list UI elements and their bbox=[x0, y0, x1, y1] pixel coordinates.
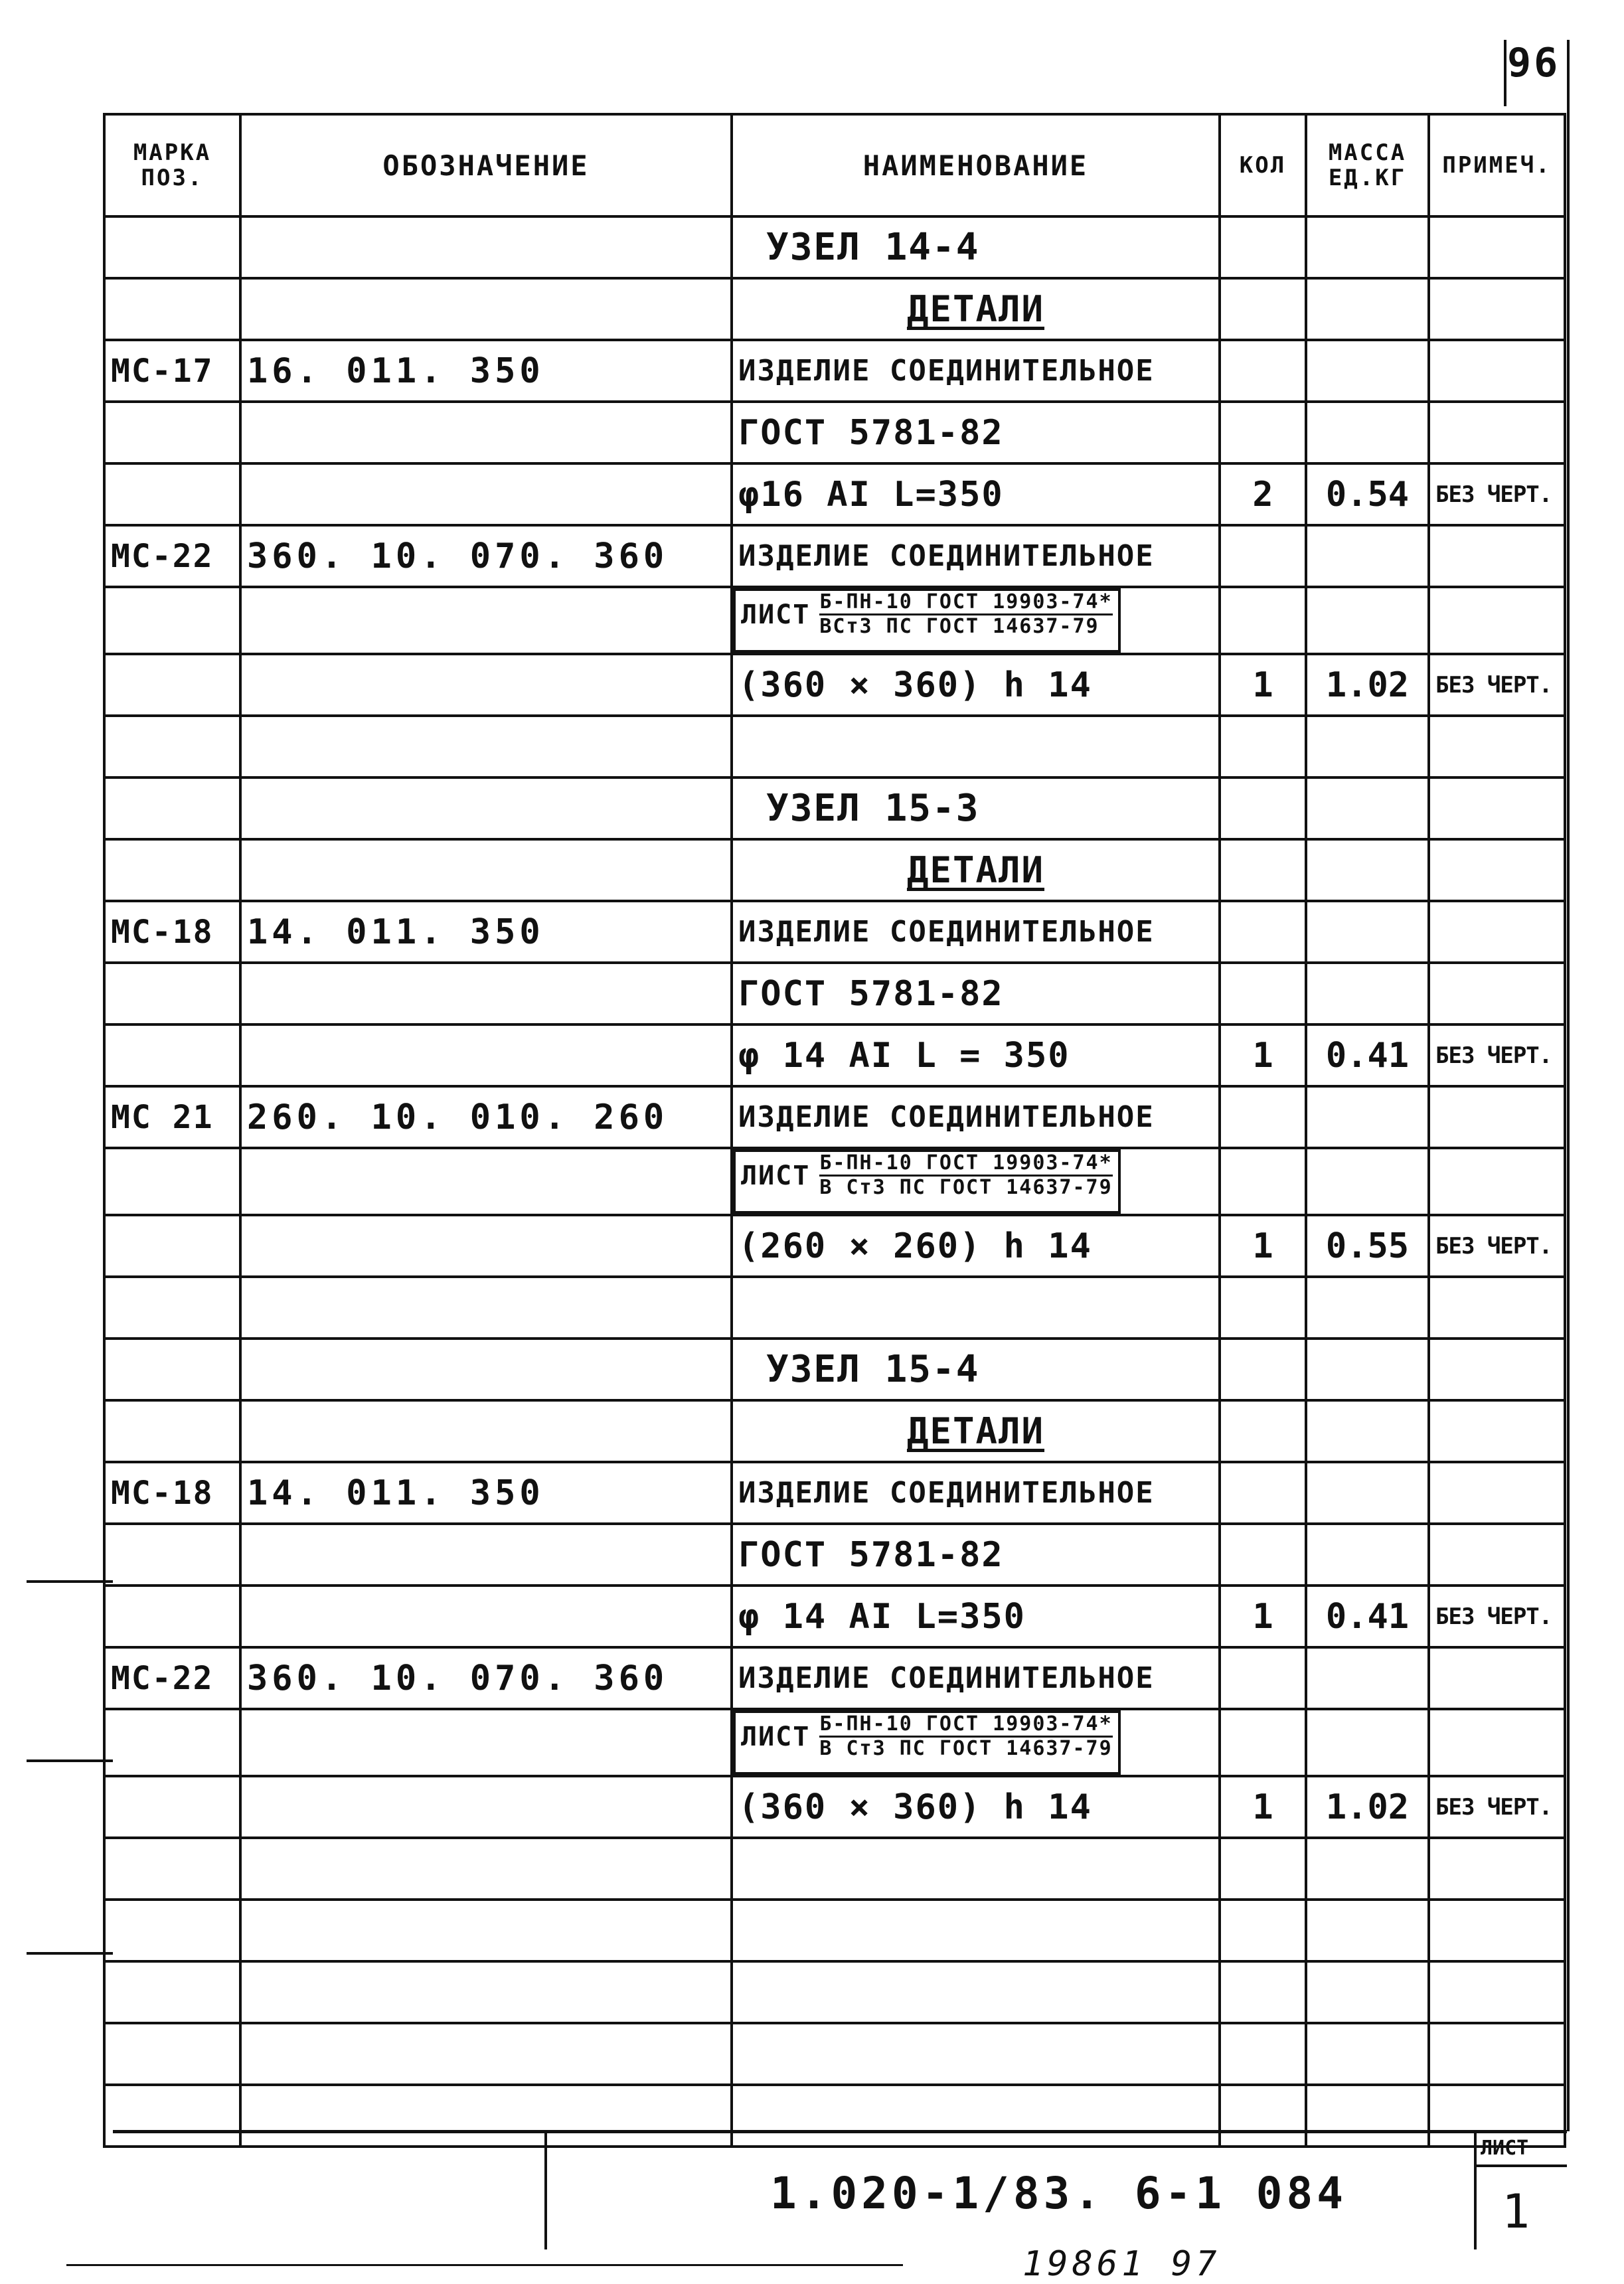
cell-designation: 14. 011. 350 bbox=[240, 901, 732, 963]
cell-note bbox=[1429, 963, 1565, 1024]
cell-mark bbox=[104, 463, 240, 525]
cell-note bbox=[1429, 1148, 1565, 1215]
cell-mark bbox=[104, 839, 240, 901]
cell-mark bbox=[104, 1400, 240, 1462]
details-subheading: ДЕТАЛИ bbox=[906, 849, 1045, 891]
table-row bbox=[104, 777, 1565, 839]
cell-designation: 360. 10. 070. 360 bbox=[240, 525, 732, 587]
cell-name: (360 × 360) h 14 bbox=[732, 654, 1220, 716]
cell-mark bbox=[104, 1215, 240, 1277]
cell-note bbox=[1429, 1339, 1565, 1400]
cell-name: φ 14 AI L = 350 bbox=[732, 1024, 1220, 1086]
cell-qty bbox=[1220, 839, 1306, 901]
cell-mark bbox=[104, 1148, 240, 1215]
header-note: ПРИМЕЧ. bbox=[1429, 114, 1565, 216]
cell-note bbox=[1429, 216, 1565, 278]
cell-designation bbox=[240, 1277, 732, 1339]
cell-name: ИЗДЕЛИЕ СОЕДИНИТЕЛЬНОЕ bbox=[732, 1462, 1220, 1524]
cell-note bbox=[1429, 278, 1565, 340]
cell-qty: 1 bbox=[1220, 654, 1306, 716]
cell-note bbox=[1429, 1961, 1565, 2023]
table-row bbox=[104, 1647, 1565, 1709]
page-number: 96 bbox=[1507, 40, 1561, 86]
cell-mark: МС-17 bbox=[104, 340, 240, 402]
cell-designation: 360. 10. 070. 360 bbox=[240, 1647, 732, 1709]
cell-mark bbox=[104, 1024, 240, 1086]
cell-note bbox=[1429, 2023, 1565, 2085]
cell-mark bbox=[104, 716, 240, 777]
cell-qty: 1 bbox=[1220, 1024, 1306, 1086]
bottom-rule bbox=[66, 2264, 903, 2266]
title-block-divider bbox=[1474, 2130, 1477, 2249]
cell-mark bbox=[104, 1277, 240, 1339]
frame-right-border bbox=[1567, 40, 1570, 2131]
cell-mark: МС-18 bbox=[104, 901, 240, 963]
cell-mark bbox=[104, 278, 240, 340]
cell-note bbox=[1429, 1900, 1565, 1961]
cell-note bbox=[1429, 1086, 1565, 1148]
sheet-number: 1 bbox=[1502, 2184, 1530, 2239]
cell-mass bbox=[1306, 587, 1429, 654]
cell-mark bbox=[104, 402, 240, 463]
cell-mass bbox=[1306, 1524, 1429, 1586]
cell-name: ИЗДЕЛИЕ СОЕДИНИТЕЛЬНОЕ bbox=[732, 525, 1220, 587]
cell-qty bbox=[1220, 1900, 1306, 1961]
node-heading: УЗЕЛ 15-4 bbox=[732, 1339, 1220, 1400]
cell-mass bbox=[1306, 2023, 1429, 2085]
cell-note bbox=[1429, 340, 1565, 402]
cell-designation bbox=[240, 654, 732, 716]
cell-mark bbox=[104, 1776, 240, 1838]
cell-mass: 0.41 bbox=[1306, 1586, 1429, 1647]
cell-note bbox=[1429, 1524, 1565, 1586]
table-row bbox=[104, 963, 1565, 1024]
cell-name bbox=[732, 2023, 1220, 2085]
material-grade-bottom: ВСт3 ПС ГОСТ 14637-79 bbox=[819, 615, 1099, 638]
material-grade-top: Б-ПН-10 ГОСТ 19903-74* bbox=[819, 591, 1112, 615]
cell-mass bbox=[1306, 716, 1429, 777]
sheet-material-label: ЛИСТ bbox=[741, 599, 811, 630]
cell-name bbox=[732, 278, 1220, 340]
table-header-row bbox=[104, 114, 1565, 216]
table-row bbox=[104, 463, 1565, 525]
table-row bbox=[104, 1709, 1565, 1776]
cell-designation bbox=[240, 1709, 732, 1776]
cell-qty bbox=[1220, 1961, 1306, 2023]
cell-designation bbox=[240, 2023, 732, 2085]
cell-qty bbox=[1220, 402, 1306, 463]
table-row bbox=[104, 716, 1565, 777]
cell-note bbox=[1429, 1647, 1565, 1709]
cell-name: ГОСТ 5781-82 bbox=[732, 1524, 1220, 1586]
cell-qty bbox=[1220, 587, 1306, 654]
cell-note: БЕЗ ЧЕРТ. bbox=[1429, 1215, 1565, 1277]
cell-designation: 14. 011. 350 bbox=[240, 1462, 732, 1524]
cell-name: ГОСТ 5781-82 bbox=[732, 402, 1220, 463]
cell-designation bbox=[240, 1776, 732, 1838]
sheet-material-label: ЛИСТ bbox=[741, 1721, 811, 1752]
cell-note bbox=[1429, 402, 1565, 463]
cell-mass: 1.02 bbox=[1306, 654, 1429, 716]
cell-designation bbox=[240, 278, 732, 340]
node-heading: УЗЕЛ 15-3 bbox=[732, 777, 1220, 839]
cell-qty bbox=[1220, 1277, 1306, 1339]
table-row bbox=[104, 1277, 1565, 1339]
document-code: 1.020-1/83. 6-1 084 bbox=[770, 2168, 1347, 2219]
cell-mark bbox=[104, 1838, 240, 1900]
cell-name bbox=[732, 716, 1220, 777]
table-row bbox=[104, 1215, 1565, 1277]
cell-designation bbox=[240, 463, 732, 525]
cell-name: ГОСТ 5781-82 bbox=[732, 963, 1220, 1024]
cell-name bbox=[732, 839, 1220, 901]
cell-qty bbox=[1220, 278, 1306, 340]
cell-mass bbox=[1306, 1086, 1429, 1148]
table-row bbox=[104, 1462, 1565, 1524]
cell-designation bbox=[240, 1961, 732, 2023]
cell-mass: 0.41 bbox=[1306, 1024, 1429, 1086]
table-row bbox=[104, 1900, 1565, 1961]
cell-note: БЕЗ ЧЕРТ. bbox=[1429, 654, 1565, 716]
table-row bbox=[104, 402, 1565, 463]
cell-mass bbox=[1306, 1709, 1429, 1776]
cell-qty: 1 bbox=[1220, 1215, 1306, 1277]
cell-designation bbox=[240, 777, 732, 839]
cell-qty bbox=[1220, 525, 1306, 587]
cell-mass bbox=[1306, 1900, 1429, 1961]
cell-mass bbox=[1306, 525, 1429, 587]
cell-qty bbox=[1220, 777, 1306, 839]
table-row bbox=[104, 216, 1565, 278]
cell-mass: 0.54 bbox=[1306, 463, 1429, 525]
cell-qty bbox=[1220, 1838, 1306, 1900]
cell-mass bbox=[1306, 1647, 1429, 1709]
cell-mass bbox=[1306, 1838, 1429, 1900]
cell-mark bbox=[104, 1339, 240, 1400]
header-mass: МАССА ЕД.КГ bbox=[1306, 114, 1429, 216]
material-grade-bottom: В Ст3 ПС ГОСТ 14637-79 bbox=[819, 1737, 1113, 1760]
cell-mass: 1.02 bbox=[1306, 1776, 1429, 1838]
cell-mass bbox=[1306, 278, 1429, 340]
cell-qty bbox=[1220, 1647, 1306, 1709]
table-row bbox=[104, 340, 1565, 402]
cell-name: φ 14 AI L=350 bbox=[732, 1586, 1220, 1647]
material-grade-bottom: В Ст3 ПС ГОСТ 14637-79 bbox=[819, 1176, 1113, 1199]
cell-name: φ16 AI L=350 bbox=[732, 463, 1220, 525]
cell-mark bbox=[104, 1586, 240, 1647]
cell-name: (260 × 260) h 14 bbox=[732, 1215, 1220, 1277]
cell-mass bbox=[1306, 901, 1429, 963]
cell-mass bbox=[1306, 1148, 1429, 1215]
table-row bbox=[104, 1838, 1565, 1900]
cell-note: БЕЗ ЧЕРТ. bbox=[1429, 1024, 1565, 1086]
cell-name bbox=[733, 1710, 1121, 1775]
title-block-divider bbox=[1474, 2164, 1567, 2167]
cell-note bbox=[1429, 901, 1565, 963]
cell-qty bbox=[1220, 963, 1306, 1024]
cell-mass bbox=[1306, 1961, 1429, 2023]
cell-qty bbox=[1220, 1339, 1306, 1400]
cell-name bbox=[732, 1400, 1220, 1462]
archive-number: 19861 97 bbox=[1022, 2244, 1221, 2284]
header-mark: МАРКА ПОЗ. bbox=[104, 114, 240, 216]
cell-note: БЕЗ ЧЕРТ. bbox=[1429, 463, 1565, 525]
cell-mass bbox=[1306, 963, 1429, 1024]
cell-qty: 1 bbox=[1220, 1586, 1306, 1647]
table-row bbox=[104, 1400, 1565, 1462]
table-row bbox=[104, 1024, 1565, 1086]
cell-note bbox=[1429, 839, 1565, 901]
node-heading: УЗЕЛ 14-4 bbox=[732, 216, 1220, 278]
cell-designation bbox=[240, 1838, 732, 1900]
cell-mass bbox=[1306, 777, 1429, 839]
cell-mass bbox=[1306, 216, 1429, 278]
specification-table bbox=[103, 113, 1566, 2148]
cell-mass bbox=[1306, 1277, 1429, 1339]
cell-designation bbox=[240, 839, 732, 901]
cell-note bbox=[1429, 777, 1565, 839]
table-row bbox=[104, 1961, 1565, 2023]
cell-mass bbox=[1306, 1462, 1429, 1524]
table-row bbox=[104, 2023, 1565, 2085]
title-block-divider bbox=[544, 2130, 547, 2249]
table-row bbox=[104, 1776, 1565, 1838]
cell-mark: МС-22 bbox=[104, 1647, 240, 1709]
cell-designation: 260. 10. 010. 260 bbox=[240, 1086, 732, 1148]
cell-mark bbox=[104, 587, 240, 654]
cell-qty bbox=[1220, 1462, 1306, 1524]
table-row bbox=[104, 1148, 1565, 1215]
cell-note bbox=[1429, 1709, 1565, 1776]
cell-designation bbox=[240, 1339, 732, 1400]
cell-mark: МС-18 bbox=[104, 1462, 240, 1524]
cell-qty: 2 bbox=[1220, 463, 1306, 525]
header-qty: КОЛ bbox=[1220, 114, 1306, 216]
cell-qty bbox=[1220, 1524, 1306, 1586]
table-row bbox=[104, 278, 1565, 340]
cell-name bbox=[732, 1277, 1220, 1339]
table-row bbox=[104, 1586, 1565, 1647]
cell-note bbox=[1429, 587, 1565, 654]
cell-name bbox=[732, 1900, 1220, 1961]
sheet-material-label: ЛИСТ bbox=[741, 1160, 811, 1191]
table-row bbox=[104, 839, 1565, 901]
left-margin-stamp bbox=[27, 1580, 113, 2111]
cell-name bbox=[732, 1838, 1220, 1900]
header-designation: ОБОЗНАЧЕНИЕ bbox=[240, 114, 732, 216]
cell-note bbox=[1429, 1462, 1565, 1524]
cell-name: (360 × 360) h 14 bbox=[732, 1776, 1220, 1838]
table-row bbox=[104, 1339, 1565, 1400]
cell-name: ИЗДЕЛИЕ СОЕДИНИТЕЛЬНОЕ bbox=[732, 1647, 1220, 1709]
cell-note bbox=[1429, 1400, 1565, 1462]
cell-qty bbox=[1220, 1400, 1306, 1462]
cell-designation bbox=[240, 1024, 732, 1086]
cell-qty bbox=[1220, 1148, 1306, 1215]
table-row bbox=[104, 525, 1565, 587]
cell-mark bbox=[104, 1900, 240, 1961]
cell-designation bbox=[240, 963, 732, 1024]
cell-note: БЕЗ ЧЕРТ. bbox=[1429, 1586, 1565, 1647]
cell-note bbox=[1429, 1838, 1565, 1900]
material-grade-top: Б-ПН-10 ГОСТ 19903-74* bbox=[819, 1713, 1112, 1738]
cell-mark bbox=[104, 1709, 240, 1776]
cell-designation bbox=[240, 402, 732, 463]
sheet-label: ЛИСТ bbox=[1481, 2137, 1529, 2160]
cell-mark bbox=[104, 1961, 240, 2023]
cell-mark bbox=[104, 216, 240, 278]
cell-designation bbox=[240, 1400, 732, 1462]
details-subheading: ДЕТАЛИ bbox=[906, 288, 1045, 330]
cell-designation bbox=[240, 1215, 732, 1277]
cell-note bbox=[1429, 716, 1565, 777]
cell-mass bbox=[1306, 340, 1429, 402]
cell-name bbox=[733, 588, 1121, 653]
cell-qty: 1 bbox=[1220, 1776, 1306, 1838]
cell-mark: МС 21 bbox=[104, 1086, 240, 1148]
table-row bbox=[104, 654, 1565, 716]
cell-mark bbox=[104, 654, 240, 716]
header-name: НАИМЕНОВАНИЕ bbox=[732, 114, 1220, 216]
cell-mark: МС-22 bbox=[104, 525, 240, 587]
cell-designation bbox=[240, 1900, 732, 1961]
cell-note bbox=[1429, 525, 1565, 587]
cell-mass bbox=[1306, 402, 1429, 463]
cell-name bbox=[733, 1149, 1121, 1214]
cell-qty bbox=[1220, 2023, 1306, 2085]
material-grade-top: Б-ПН-10 ГОСТ 19903-74* bbox=[819, 1152, 1112, 1177]
cell-designation bbox=[240, 1586, 732, 1647]
cell-mass: 0.55 bbox=[1306, 1215, 1429, 1277]
cell-designation: 16. 011. 350 bbox=[240, 340, 732, 402]
cell-note: БЕЗ ЧЕРТ. bbox=[1429, 1776, 1565, 1838]
cell-qty bbox=[1220, 1709, 1306, 1776]
table-row bbox=[104, 901, 1565, 963]
table-row bbox=[104, 587, 1565, 654]
cell-qty bbox=[1220, 216, 1306, 278]
cell-qty bbox=[1220, 716, 1306, 777]
cell-qty bbox=[1220, 340, 1306, 402]
cell-designation bbox=[240, 1524, 732, 1586]
cell-mass bbox=[1306, 1339, 1429, 1400]
table-row bbox=[104, 1524, 1565, 1586]
cell-note bbox=[1429, 1277, 1565, 1339]
cell-mark bbox=[104, 1524, 240, 1586]
cell-name: ИЗДЕЛИЕ СОЕДИНИТЕЛЬНОЕ bbox=[732, 340, 1220, 402]
cell-mark bbox=[104, 2023, 240, 2085]
cell-designation bbox=[240, 716, 732, 777]
cell-name: ИЗДЕЛИЕ СОЕДИНИТЕЛЬНОЕ bbox=[732, 1086, 1220, 1148]
cell-mass bbox=[1306, 1400, 1429, 1462]
cell-designation bbox=[240, 1148, 732, 1215]
table-body bbox=[104, 216, 1565, 2147]
cell-name: ИЗДЕЛИЕ СОЕДИНИТЕЛЬНОЕ bbox=[732, 901, 1220, 963]
cell-mark bbox=[104, 777, 240, 839]
cell-designation bbox=[240, 587, 732, 654]
cell-mark bbox=[104, 963, 240, 1024]
cell-qty bbox=[1220, 1086, 1306, 1148]
table-row bbox=[104, 1086, 1565, 1148]
page-number-frame bbox=[1504, 40, 1506, 106]
cell-name bbox=[732, 1961, 1220, 2023]
cell-qty bbox=[1220, 901, 1306, 963]
cell-designation bbox=[240, 216, 732, 278]
details-subheading: ДЕТАЛИ bbox=[906, 1410, 1045, 1452]
cell-mass bbox=[1306, 839, 1429, 901]
